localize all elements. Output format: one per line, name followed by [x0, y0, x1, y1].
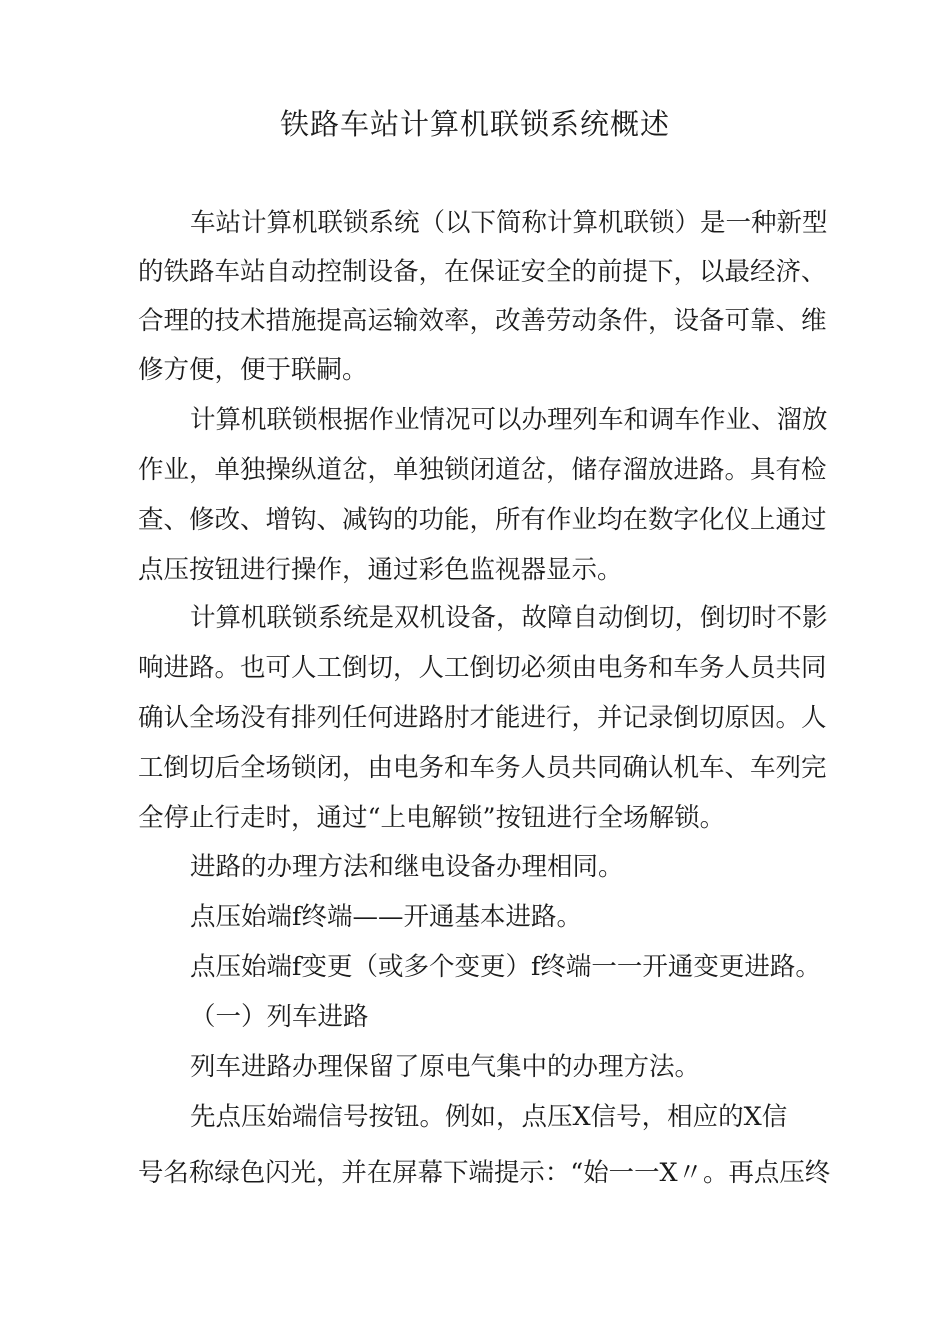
- paragraph-line: 进路的办理方法和继电设备办理相同。: [190, 852, 624, 882]
- section-heading: （一）列车进路: [190, 1002, 369, 1032]
- paragraph-line: 点压按钮进行操作，通过彩色监视器显示。: [138, 555, 623, 585]
- paragraph-line: 确认全场没有排列任何进路肘才能进行，并记录倒切原因。人: [138, 703, 827, 733]
- paragraph-line: 车站计算机联锁系统（以下简称计算机联锁）是一种新型: [190, 208, 828, 238]
- paragraph-line: 合理的技术措施提高运输效率，改善劳动条件，设备可靠、维: [138, 306, 827, 336]
- paragraph-line: 点压始端f变更（或多个变更）f终端一一开通变更进路。: [190, 952, 821, 982]
- paragraph-line: 查、修改、增钩、减钩的功能，所有作业均在数字化仪上通过: [138, 505, 827, 535]
- paragraph-line: 响进路。也可人工倒切，人工倒切必须由电务和车务人员共同: [138, 653, 827, 683]
- paragraph-line: 点压始端f终端——开通基本进路。: [190, 902, 582, 932]
- paragraph-line: 作业，单独操纵道岔，单独锁闭道岔，储存溜放进路。具有检: [138, 455, 827, 485]
- paragraph-line: 号名称绿色闪光，并在屏幕下端提示：“始一一X〃。再点压终: [138, 1158, 831, 1188]
- paragraph-line: 修方便，便于联嗣。: [138, 355, 368, 385]
- paragraph-line: 计算机联锁系统是双机设备，故障自动倒切，倒切时不影: [190, 603, 828, 633]
- document-title: 铁路车站计算机联锁系统概述: [279, 107, 670, 141]
- paragraph-line: 计算机联锁根据作业情况可以办理列车和调车作业、溜放: [190, 405, 828, 435]
- paragraph-line: 全停止行走时，通过“上电解锁”按钮进行全场解锁。: [138, 803, 726, 833]
- paragraph-line: 先点压始端信号按钮。例如，点压X信号，相应的X信: [190, 1102, 788, 1132]
- paragraph-line: 的铁路车站自动控制设备，在保证安全的前提下，以最经济、: [138, 257, 827, 287]
- paragraph-line: 工倒切后全场锁闭，由电务和车务人员共同确认机车、车列完: [138, 753, 827, 783]
- paragraph-line: 列车进路办理保留了原电气集中的办理方法。: [190, 1052, 701, 1082]
